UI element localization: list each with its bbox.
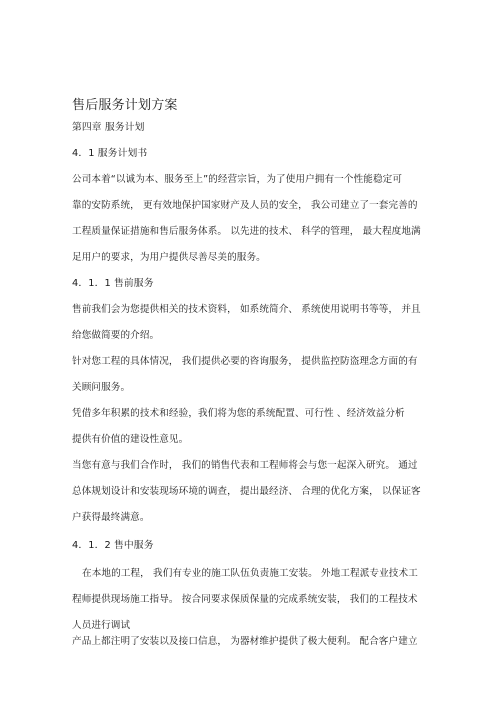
intro-line: 足用户的要求，为用户提供尽善尽美的服务。: [72, 252, 266, 263]
presale-line: 售前我们会为您提供相关的技术资料， 如系统简介、 系统使用说明书等等， 并且: [72, 304, 421, 315]
section-heading-4-1: 4．1 服务计划书: [72, 148, 148, 159]
intro-line: 工程质量保证措施和售后服务体系。 以先进的技术、 科学的管理， 最大程度地满: [72, 226, 421, 237]
presale-line: 总体规划设计和安装现场环境的调查， 提出最经济、 合理的优化方案， 以保证客: [72, 486, 421, 497]
presale-line: 提供有价值的建设性意见。: [72, 434, 189, 445]
presale-line: 凭借多年积累的技术和经验，我们将为您的系统配置、可行性 、经济效益分析: [72, 408, 405, 419]
midsale-line: 程师提供现场施工指导。 按合同要求保质保量的完成系统安装， 我们的工程技术: [72, 594, 418, 605]
presale-line: 给您做简要的介绍。: [72, 330, 160, 341]
presale-line: 关顾问服务。: [72, 382, 131, 393]
chapter-heading: 第四章 服务计划: [72, 122, 145, 133]
intro-line: 公司本着“以诚为本、服务至上”的经营宗旨，为了使用户拥有一个性能稳定可: [72, 174, 403, 185]
section-heading-4-1-2: 4．1．2 售中服务: [72, 540, 154, 551]
presale-line: 针对您工程的具体情况， 我们提供必要的咨询服务， 提供监控防盗理念方面的有: [72, 356, 418, 367]
intro-line: 靠的安防系统， 更有效地保护国家财产及人员的安全， 我公司建立了一套完善的: [72, 200, 418, 211]
document-title: 售后服务计划方案: [72, 98, 178, 113]
section-heading-4-1-1: 4．1．1 售前服务: [72, 278, 154, 289]
presale-line: 当您有意与我们合作时， 我们的销售代表和工程师将会与您一起深入研究。 通过: [72, 460, 418, 471]
midsale-line: 人员进行调试: [72, 620, 131, 631]
midsale-line: 在本地的工程， 我们有专业的施工队伍负责施工安装。 外地工程派专业技术工: [82, 568, 418, 579]
midsale-line: 产品上都注明了安装以及接口信息， 为器材维护提供了极大便利。 配合客户建立: [72, 636, 418, 647]
presale-line: 户获得最终满意。: [72, 512, 150, 523]
